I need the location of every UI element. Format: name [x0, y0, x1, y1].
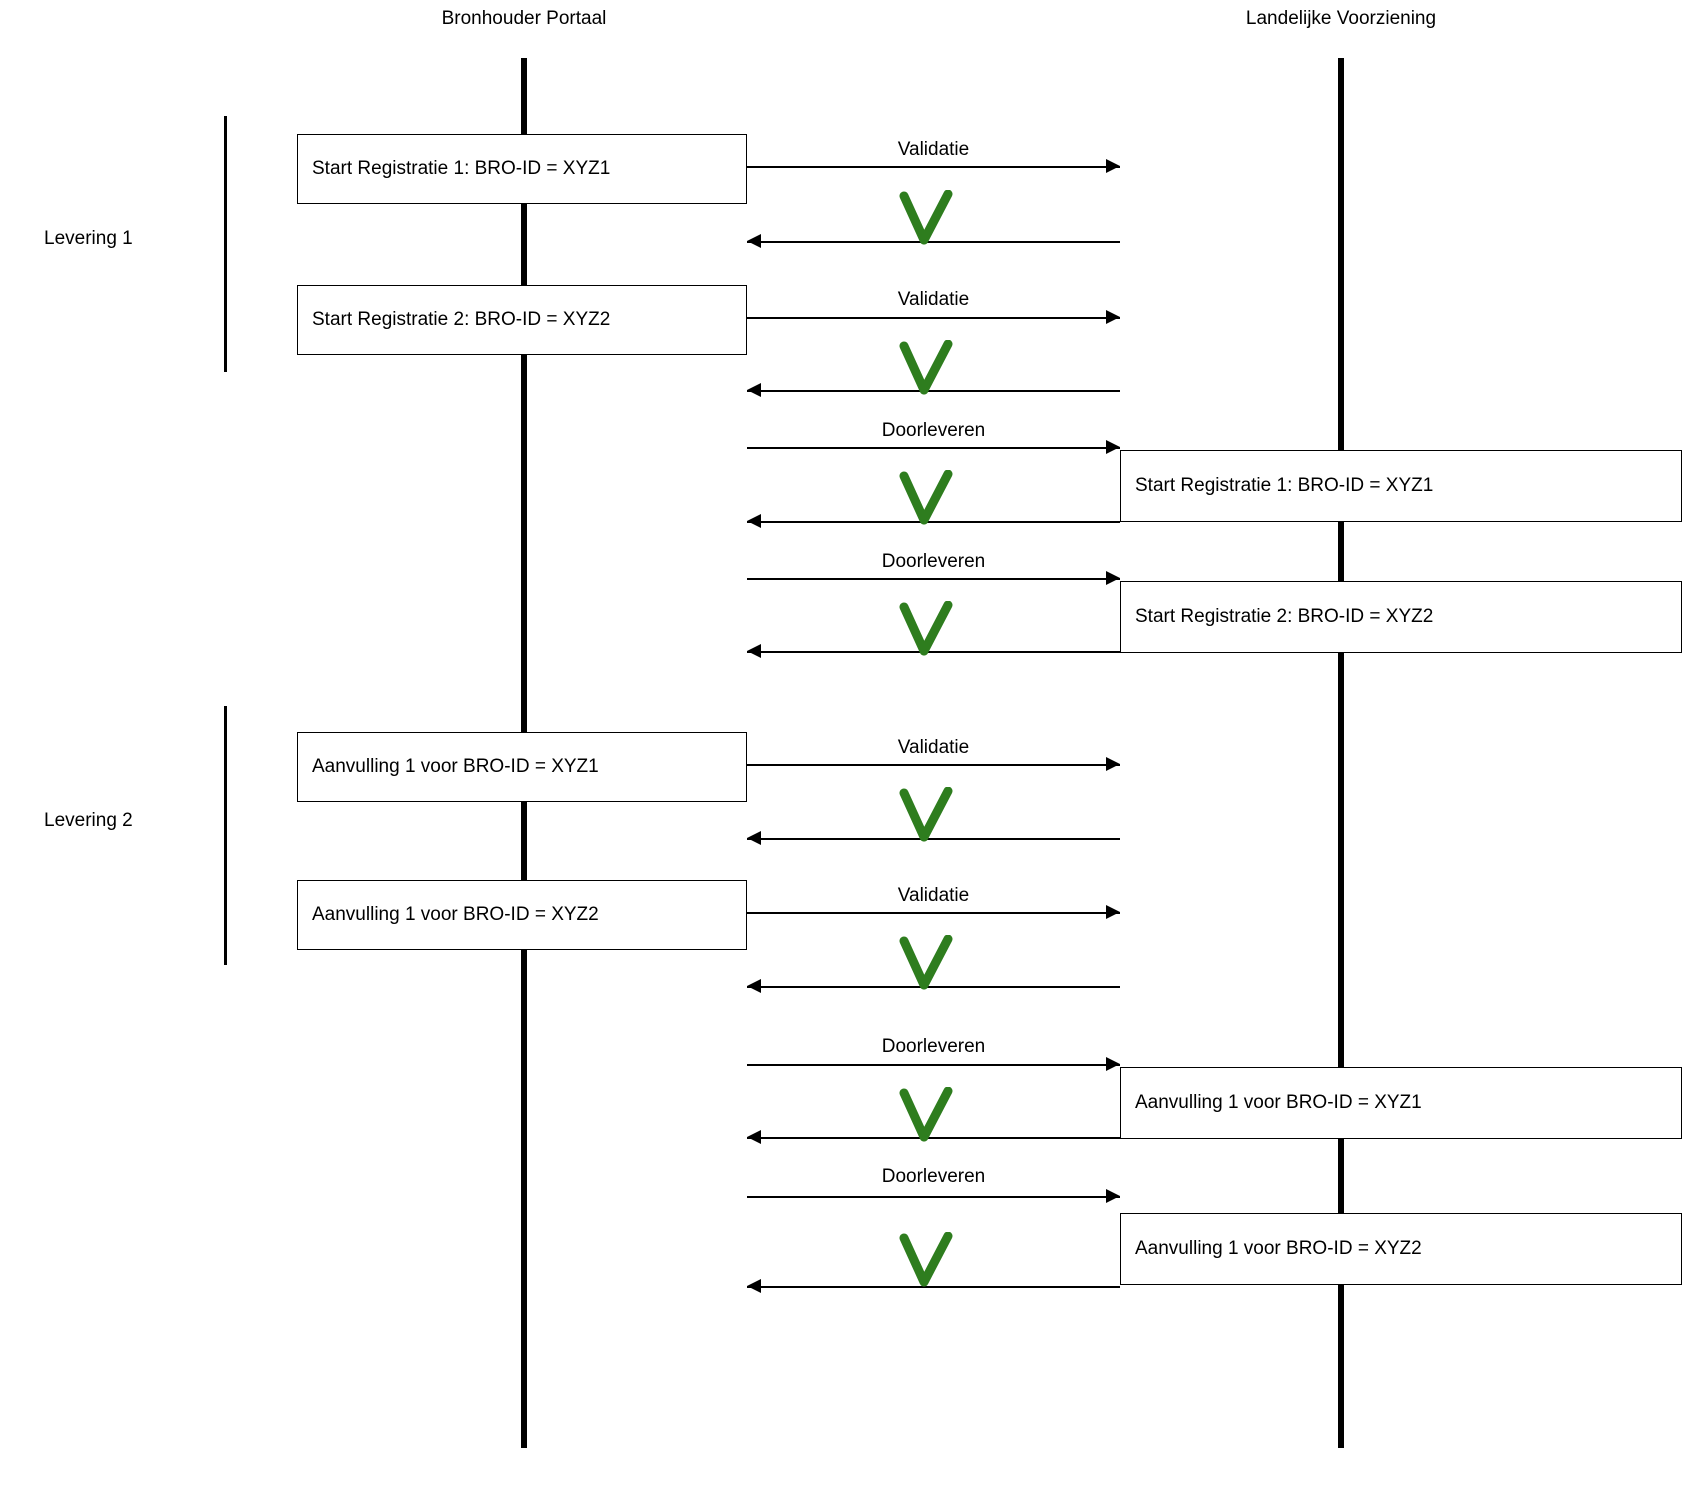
- checkmark-icon: [898, 340, 954, 405]
- arrow-head-right-icon: [1106, 905, 1120, 919]
- message-box: Aanvulling 1 voor BRO-ID = XYZ2: [297, 880, 747, 950]
- checkmark-icon: [898, 1087, 954, 1152]
- message-box: Aanvulling 1 voor BRO-ID = XYZ2: [1120, 1213, 1682, 1285]
- arrow-head-right-icon: [1106, 310, 1120, 324]
- checkmark-icon: [898, 935, 954, 1000]
- phase-bracket-levering-1: [224, 116, 227, 372]
- checkmark-icon: [898, 470, 954, 535]
- arrow-line-request: [747, 166, 1120, 168]
- arrow-head-left-icon: [747, 1130, 761, 1144]
- message-box: Start Registratie 1: BRO-ID = XYZ1: [1120, 450, 1682, 522]
- arrow-head-left-icon: [747, 644, 761, 658]
- arrow-line-request: [747, 1196, 1120, 1198]
- arrow-label: Doorleveren: [881, 551, 986, 572]
- arrow-label: Validatie: [897, 885, 970, 906]
- arrow-head-right-icon: [1106, 1057, 1120, 1071]
- arrow-head-left-icon: [747, 514, 761, 528]
- arrow-head-left-icon: [747, 234, 761, 248]
- message-box: Start Registratie 2: BRO-ID = XYZ2: [297, 285, 747, 355]
- arrow-label: Doorleveren: [881, 1166, 986, 1187]
- arrow-head-left-icon: [747, 979, 761, 993]
- checkmark-icon: [898, 1232, 954, 1297]
- arrow-label: Validatie: [897, 737, 970, 758]
- message-box: Aanvulling 1 voor BRO-ID = XYZ1: [297, 732, 747, 802]
- arrow-head-right-icon: [1106, 159, 1120, 173]
- message-box: Start Registratie 1: BRO-ID = XYZ1: [297, 134, 747, 204]
- checkmark-icon: [898, 601, 954, 666]
- arrow-label: Doorleveren: [881, 1036, 986, 1057]
- arrow-label: Validatie: [897, 289, 970, 310]
- arrow-head-right-icon: [1106, 1189, 1120, 1203]
- checkmark-icon: [898, 190, 954, 255]
- phase-label-levering-1: Levering 1: [44, 228, 133, 249]
- arrow-head-left-icon: [747, 1279, 761, 1293]
- message-box: Aanvulling 1 voor BRO-ID = XYZ1: [1120, 1067, 1682, 1139]
- arrow-line-request: [747, 764, 1120, 766]
- arrow-head-right-icon: [1106, 571, 1120, 585]
- arrow-line-request: [747, 447, 1120, 449]
- arrow-label: Validatie: [897, 139, 970, 160]
- arrow-head-right-icon: [1106, 757, 1120, 771]
- lifeline-label-bronhouder: Bronhouder Portaal: [441, 8, 607, 29]
- arrow-label: Doorleveren: [881, 420, 986, 441]
- message-box: Start Registratie 2: BRO-ID = XYZ2: [1120, 581, 1682, 653]
- lifeline-label-landelijke: Landelijke Voorziening: [1245, 8, 1437, 29]
- arrow-head-right-icon: [1106, 440, 1120, 454]
- checkmark-icon: [898, 787, 954, 852]
- arrow-line-request: [747, 578, 1120, 580]
- arrow-line-request: [747, 1064, 1120, 1066]
- arrow-line-request: [747, 317, 1120, 319]
- arrow-head-left-icon: [747, 383, 761, 397]
- arrow-head-left-icon: [747, 831, 761, 845]
- phase-bracket-levering-2: [224, 706, 227, 965]
- phase-label-levering-2: Levering 2: [44, 810, 133, 831]
- arrow-line-request: [747, 912, 1120, 914]
